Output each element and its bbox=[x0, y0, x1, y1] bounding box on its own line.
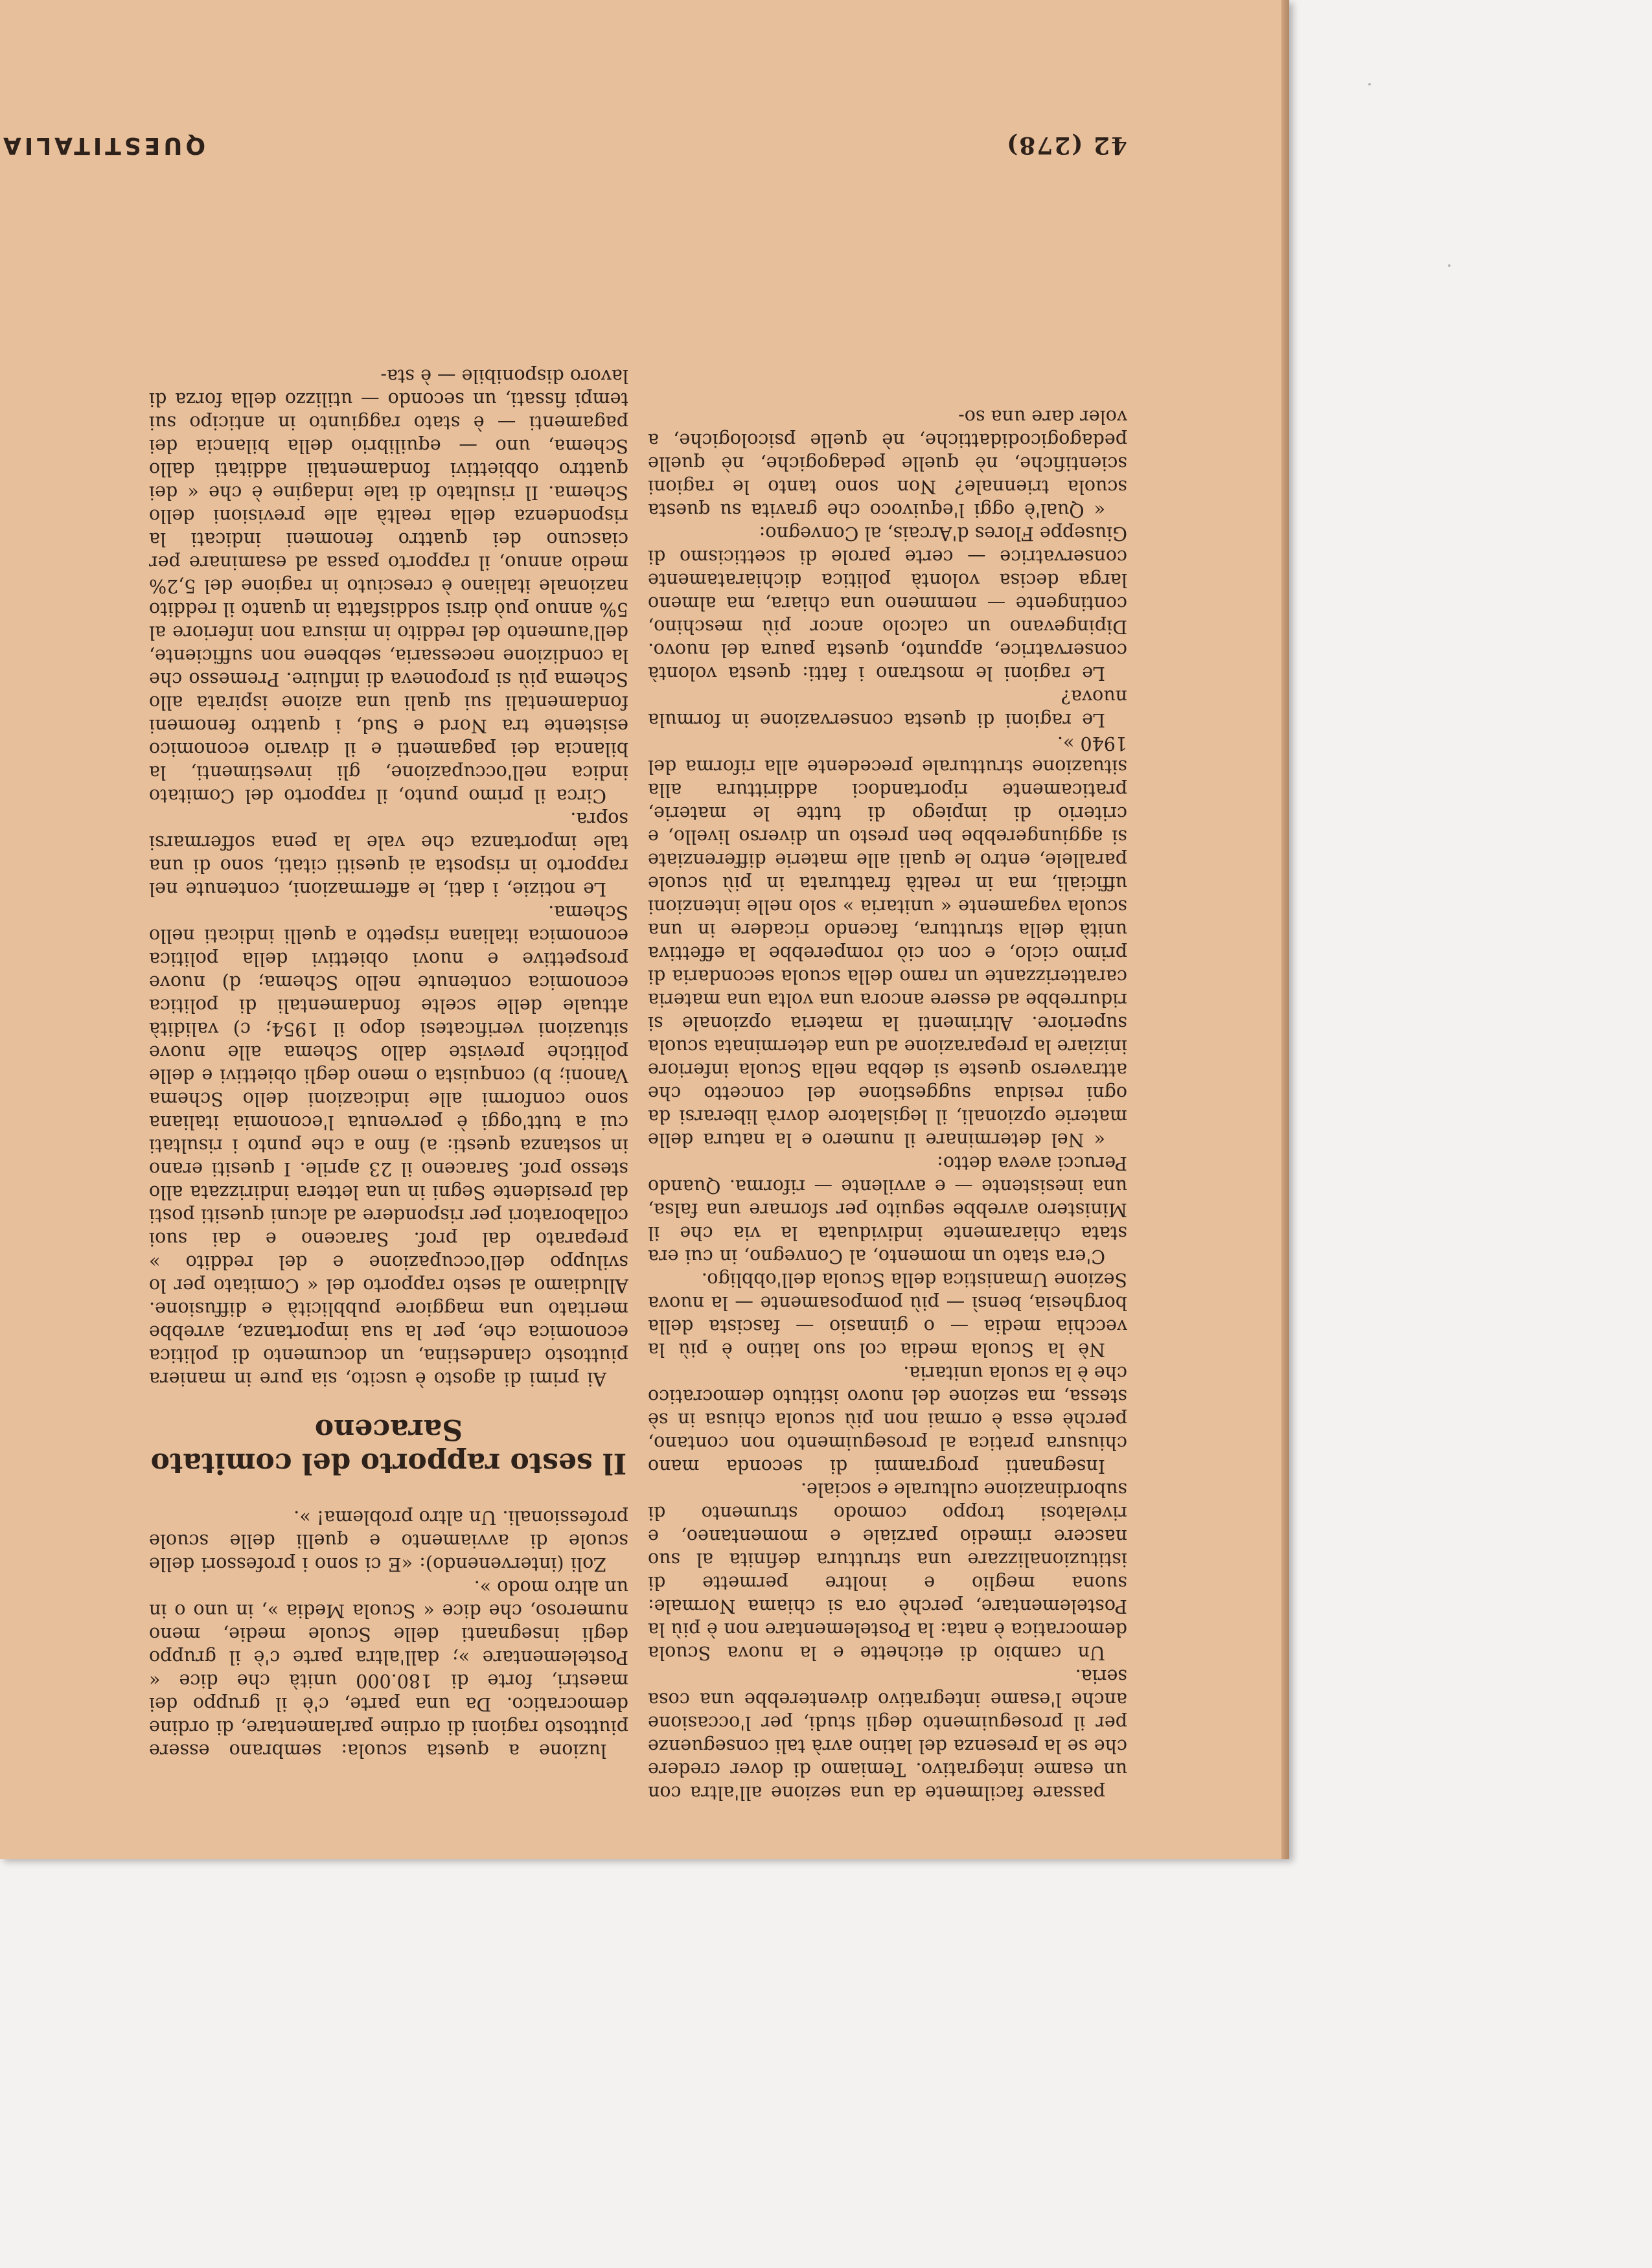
page-number: 42 (278) bbox=[1005, 132, 1127, 159]
paragraph: Le ragioni di questa conservazione in formula nuova? bbox=[648, 686, 1127, 731]
paragraph: Le notizie, i dati, le affermazioni, contenute nel rapporto in risposta ai quesiti citati, sono di una tale importanza che vale la pena soffermarsi sopra. bbox=[149, 808, 628, 900]
magazine-title: QUESTITALIA bbox=[0, 132, 206, 159]
paragraph: Un cambio di etichette e la nuova Scuola democratica è nata: la Postelementare non è più la Postelementare, perchè ora si chiama Normale: suona meglio e inoltre permette di istituzionalizzare una struttura definita al suo nascere rimedio parziale e momentaneo, e rivelatosi troppo comodo strumento di subordinazione culturale e sociale. bbox=[648, 1479, 1127, 1664]
paragraph: C'era stato un momento, al Convegno, in cui era stata chiaramente individuata la via che il Ministero avrebbe seguito per sfornare una falsa, una inesistente — e avvilente — riforma. Quando Perucci aveva detto: bbox=[648, 1152, 1127, 1267]
paragraph: luzione a questa scuola: sembrano essere piuttosto ragioni di ordine parlamentare, di ordine democratico. Da una parte, c'è il gruppo dei maestri, forte di 180.000 unità che dice « Postelementare »; dall'altra parte c'è il gruppo degli insegnanti delle Scuole medie, meno numeroso, che dice « Scuola Media », in uno o in un altro modo ». bbox=[149, 1577, 628, 1761]
left-column bbox=[648, 178, 1127, 1804]
paragraph: Insegnanti programmi di seconda mano chiusura pratica al proseguimento non contano, perchè essa è ormai non più scuola chiusa in sè stessa, ma sezione del nuovo istituto democratico che è la scuola unitaria. bbox=[648, 1362, 1127, 1477]
scan-dust-mark bbox=[1448, 264, 1451, 267]
paragraph: passare facilmente da una sezione all'altra con un esame integrativo. Temiamo di dover credere che se la presenza del latino avrà tali conseguenze per il proseguimento degli studi, per l'occasione anche l'esame integrativo diventerebbe una cosa seria. bbox=[648, 1666, 1127, 1804]
page-edge-shadow bbox=[1281, 0, 1289, 1859]
article-title: Il sesto rapporto del comitato Saraceno bbox=[150, 1413, 627, 1480]
paragraph: Le ragioni le mostrano i fatti: questa volontà conservatrice, appunto, questa paura del nuovo. Dipingevano un calcolo ancor più meschino, contingente — nemmeno una chiara, ma almeno larga decisa volontà politica dichiaratamente conservatrice — certe parole di scetticismo di Giuseppe Flores d'Arcais, al Convegno: bbox=[648, 523, 1127, 684]
quotation-paragraph: « Qual'è oggi l'equivoco che gravita su questa scuola triennale? Non sono tanto le ragioni scientifiche, nè quelle pedagogiche, nè quelle pedagogicodidattiche, nè quelle psicologiche, a voler dare una so- bbox=[648, 406, 1127, 521]
quotation-paragraph: « Nel determinare il numero e la natura delle materie opzionali, il legislatore dovrà liberarsi da ogni residua suggestione del concetto che attraverso queste si debba nella Scuola inferiore iniziare la preparazione ad una determinata scuola superiore. Altrimenti la materia opzionale si ridurrebbe ad essere ancora una volta una materia caratterizzante un ramo della scuola secondaria di primo ciclo, e con ciò romperebbe la effettiva unità della struttura, facendo ricadere in una scuola vagamente « unitaria » solo nelle intenzioni ufficiali, ma in realtà fratturata in più scuole parallele, entro le quali alle materie differenziate si aggiungerebbe ben presto un diverso livello, e criterio di impiego di tutte le materie, praticamente riportandoci addirittura alla situazione strutturale precedente alla riforma del 1940 ». bbox=[648, 733, 1127, 1151]
paragraph: Ai primi di agosto è uscito, sia pure in maniera piuttosto clandestina, un documento di politica economica che, per la sua importanza, avrebbe meritato una maggiore pubblicità e diffusione. Alludiamo al sesto rapporto del « Comitato per lo sviluppo dell'occupazione e del reddito » preparato dal prof. Saraceno e dai suoi collaboratori per rispondere ad alcuni quesiti posti dal presidente Segni in una lettera indirizzata allo stesso prof. Saraceno il 23 aprile. I quesiti erano in sostanza questi: a) fino a che punto i risultati cui a tutt'oggi è pervenuta l'economia italiana sono conformi alle indicazioni dello Schema Vanoni; b) conquista o meno degli obiettivi e delle politiche previste dallo Schema alle nuove situazioni verificatesi dopo il 1954; c) validità attuale delle scelte fondamentali di politica economica contenute nello Schema; d) nuove prospettive e nuovi obiettivi della politica economica italiana rispetto a quelli indicati nello Schema. bbox=[149, 902, 628, 1390]
paragraph: Zoli (intervenendo): «E ci sono i professori delle scuole di avviamento e quelli delle scuole professionali. Un altro problema! ». bbox=[149, 1507, 628, 1575]
scan-dust-mark bbox=[1368, 83, 1371, 86]
right-column bbox=[149, 136, 628, 1762]
paragraph: Nè la Scuola media col suo latino è più la vecchia media — o ginnasio — fascista della borghesia, bensì — più pomposamente — la nuova Sezione Umanistica della Scuola dell'obbligo. bbox=[648, 1269, 1127, 1360]
paragraph: Circa il primo punto, il rapporto del Comitato indica nell'occupazione, gli investimenti, la bilancia dei pagamenti e il divario economico esistente tra Nord e Sud, i quattro fenomeni fondamentali sui quali una azione ispirata allo Schema più si proponeva di influire. Premesso che la condizione necessaria, sebbene non sufficiente, dell'aumento del reddito in misura non inferiore al 5% annuo può dirsi soddisfatta in quanto il reddito nazionale italiano è cresciuto in ragione del 5,2% medio annuo, il rapporto passa ad esaminare per ciascuno dei quattro fenomeni indicati la rispondenza della realtà alle previsioni dello Schema. Il risultato di tale indagine è che « dei quattro obbiettivi fondamentali additati dallo Schema, uno — equilibrio della bilancia dei pagamenti — è stato raggiunto in anticipo sui tempi fissati, un secondo — utilizzo della forza di lavoro disponibile — è sta- bbox=[149, 365, 628, 807]
